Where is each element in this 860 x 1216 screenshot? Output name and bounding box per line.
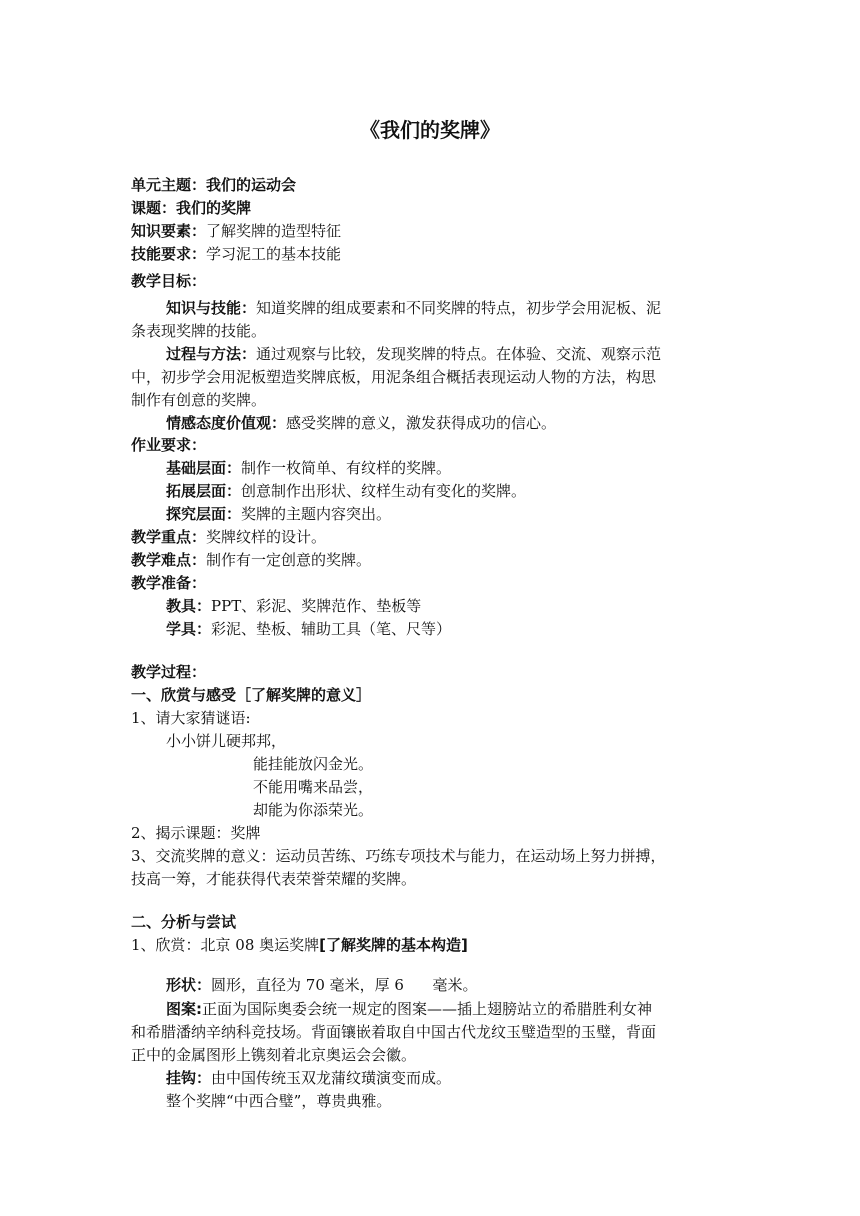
goal-knowledge [166,297,766,320]
goal-process-cont: 中，初步学会用泥板塑造奖牌底板，用泥条组合概括表现运动人物的方法，构思 [131,368,657,386]
shape-text: 圆形，直径为 70 毫米，厚 6 毫米。 [211,976,478,994]
knowledge-text: 了解奖牌的造型特征 [206,222,342,240]
key-point [131,526,731,549]
unit-theme: 单元主题：我们的运动会 [131,176,297,194]
difficulty [131,549,731,572]
homework-label: 拓展层面： [166,482,242,500]
hook-label: 挂钩： [166,1069,212,1087]
difficulty-label: 教学难点： [131,551,207,569]
goal-label: 情感态度价值观： [166,414,287,432]
medal-pattern-cont2: 正中的金属图形上镌刻着北京奥运会会徽。 [131,1046,417,1064]
homework-basic [166,457,766,480]
pattern-text: 正面为国际奥委会统一规定的图案——插上翅膀站立的希腊胜利女神 [202,1000,653,1018]
prep-tools-text: PPT、彩泥、奖牌范作、垫板等 [211,597,422,615]
homework-label: 探究层面： [166,505,242,523]
homework-label: 基础层面： [166,459,242,477]
section1-item3-cont: 技高一筹，才能获得代表荣誉荣耀的奖牌。 [131,870,417,888]
difficulty-text: 制作有一定创意的奖牌。 [206,551,372,569]
section2-item1-prefix: 1、欣赏：北京 08 奥运奖牌 [131,936,320,954]
goal-text: 知道奖牌的组成要素和不同奖牌的特点，初步学会用泥板、泥 [256,299,662,317]
knowledge-label: 知识要素： [131,222,207,240]
goal-label: 知识与技能： [166,299,257,317]
homework-text: 奖牌的主题内容突出。 [241,505,392,523]
prep-student [166,618,766,641]
goal-text: 感受奖牌的意义，激发获得成功的信心。 [286,414,557,432]
homework-text: 创意制作出形状、纹样生动有变化的奖牌。 [241,482,527,500]
prep-student-text: 彩泥、垫板、辅助工具（笔、尺等） [211,620,452,638]
section1-item2: 2、揭示课题：奖牌 [131,824,261,842]
medal-summary: 整个奖牌“中西合璧”，尊贵典雅。 [166,1092,392,1110]
goal-text: 通过观察与比较，发现奖牌的特点。在体验、交流、观察示范 [256,345,662,363]
pattern-label: 图案: [166,1000,202,1018]
skill-requirements [131,243,731,266]
lesson-topic: 课题：我们的奖牌 [131,199,252,217]
hook-text: 由中国传统玉双龙蒲纹璜演变而成。 [211,1069,452,1087]
goal-knowledge-cont: 条表现奖牌的技能。 [131,322,267,340]
key-point-text: 奖牌纹样的设计。 [206,528,327,546]
section2-title: 二、分析与尝试 [131,913,237,931]
prep-student-label: 学具： [166,620,212,638]
goals-heading: 教学目标： [131,272,207,290]
page-title: 《我们的奖牌》 [360,118,500,142]
goal-label: 过程与方法： [166,345,257,363]
riddle-line-3: 不能用嘴来品尝， [253,778,374,796]
goal-attitude [166,412,766,435]
riddle-line-1: 小小饼儿硬邦邦， [166,732,287,750]
riddle-line-4: 却能为你添荣光。 [253,801,374,819]
prep-tools [166,595,766,618]
process-heading: 教学过程： [131,663,207,681]
homework-explore [166,503,766,526]
goal-process-cont2: 制作有创意的奖牌。 [131,391,267,409]
section1-item1: 1、请大家猜谜语: [131,709,251,727]
homework-text: 制作一枚简单、有纹样的奖牌。 [241,459,452,477]
medal-pattern-cont: 和希腊潘纳辛纳科竞技场。背面镶嵌着取自中国古代龙纹玉璧造型的玉璧，背面 [131,1023,657,1041]
key-point-label: 教学重点： [131,528,207,546]
skill-text: 学习泥工的基本技能 [206,245,342,263]
prep-heading: 教学准备： [131,574,207,592]
riddle-line-2: 能挂能放闪金光。 [253,755,374,773]
medal-hook [166,1067,766,1090]
skill-label: 技能要求： [131,245,207,263]
section2-item1 [131,934,731,957]
knowledge-elements [131,220,731,243]
goal-process [166,343,766,366]
prep-tools-label: 教具： [166,597,212,615]
homework-heading: 作业要求： [131,436,207,454]
shape-label: 形状： [166,976,212,994]
section2-item1-bold: [了解奖牌的基本构造] [319,936,468,954]
homework-extend [166,480,766,503]
medal-pattern [166,998,766,1021]
section1-item3: 3、交流奖牌的意义：运动员苦练、巧练专项技术与能力，在运动场上努力拼搏， [131,847,666,865]
medal-shape [166,974,766,997]
section1-title: 一、欣赏与感受［了解奖牌的意义］ [131,686,372,704]
